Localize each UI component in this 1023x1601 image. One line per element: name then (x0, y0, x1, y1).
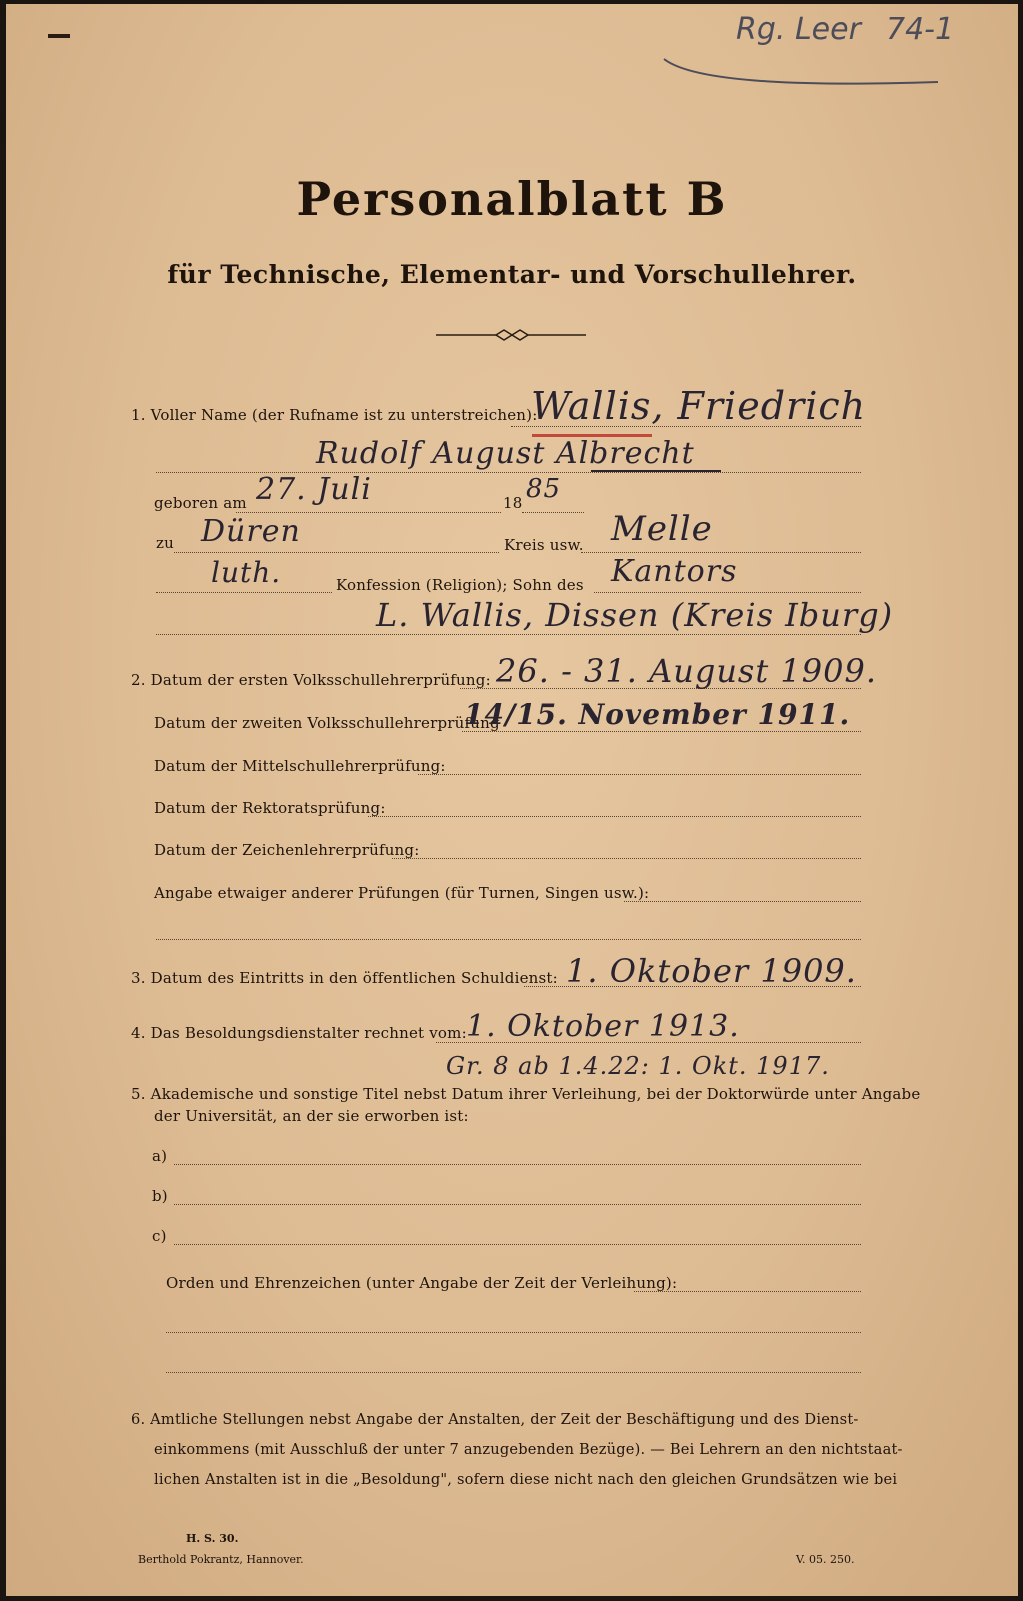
born-date-value: 27. Juli (256, 472, 372, 507)
other-exams-line (624, 901, 861, 902)
year-prefix: 18 (503, 494, 523, 512)
archive-number: 74-1 (886, 12, 955, 47)
middle-school-exam-label: Datum der Mittelschullehrerprüfung: (154, 757, 446, 775)
other-exams-label: Angabe etwaiger anderer Prüfungen (für Turnen, Singen usw.): (154, 884, 650, 902)
kreis-label: Kreis usw. (504, 536, 584, 554)
year-line (522, 512, 584, 513)
positions-line3: lichen Anstalten ist in die „Besoldung", sofern diese nicht nach den gleichen Grundsätzen wie bei (154, 1471, 898, 1488)
name-label: 1. Voller Name (der Rufname ist zu unterstreichen): (131, 406, 538, 424)
confession-line (156, 592, 332, 593)
positions-line2: einkommens (mit Ausschluß der unter 7 anzugebenden Bezüge). — Bei Lehrern an den nichtstaat- (154, 1441, 903, 1458)
born-year-value: 85 (526, 474, 562, 504)
binding-mark (48, 34, 70, 38)
place-label: zu (156, 534, 174, 552)
orders-label: Orden und Ehrenzeichen (unter Angabe der Zeit der Verleihung): (166, 1274, 678, 1292)
title-item-a-label: a) (152, 1147, 168, 1165)
father-occupation-line (594, 592, 861, 593)
second-exam-label: Datum der zweiten Volksschullehrerprüfung (154, 714, 500, 732)
other-exams-line-2 (156, 939, 861, 940)
archive-reference: Rg. Leer (736, 12, 861, 47)
drawing-exam-line (392, 858, 861, 859)
second-exam-line (462, 731, 861, 732)
rector-exam-line (368, 816, 861, 817)
salary-group-note: Gr. 8 ab 1.4.22: 1. Okt. 1917. (446, 1052, 830, 1080)
archive-underline-stroke (656, 44, 946, 94)
born-date-line (236, 512, 501, 513)
kreis-line (581, 552, 861, 553)
father-line (156, 634, 861, 635)
title-item-b-line (174, 1204, 861, 1205)
form-number: H. S. 30. (186, 1532, 239, 1545)
place-line (174, 552, 499, 553)
confession-value: luth. (211, 556, 282, 589)
born-label: geboren am (154, 494, 247, 512)
titles-label-line2: der Universität, an der sie erworben ist: (154, 1107, 469, 1125)
father-value: L. Wallis, Dissen (Kreis Iburg) (376, 596, 894, 634)
title-item-b-label: b) (152, 1187, 168, 1205)
first-exam-label: 2. Datum der ersten Volksschullehrerprüfung: (131, 671, 491, 689)
positions-line1: 6. Amtliche Stellungen nebst Angabe der Anstalten, der Zeit der Beschäftigung und des Dienst- (131, 1411, 859, 1428)
printer-imprint: Berthold Pokrantz, Hannover. (138, 1553, 304, 1566)
ornament-divider (436, 327, 586, 343)
form-sheet (6, 4, 1018, 1596)
title-item-c-line (174, 1244, 861, 1245)
father-occupation-value: Kantors (611, 554, 738, 589)
name-value-line1: Wallis, Friedrich (531, 384, 867, 428)
drawing-exam-label: Datum der Zeichenlehrerprüfung: (154, 841, 420, 859)
salary-seniority-value: 1. Oktober 1913. (466, 1009, 740, 1044)
rector-exam-label: Datum der Rektoratsprüfung: (154, 799, 386, 817)
title-item-c-label: c) (152, 1227, 167, 1245)
page-title: Personalblatt B (296, 172, 728, 226)
name-value-line2: Rudolf August Albrecht (316, 436, 695, 471)
orders-line-2 (166, 1332, 861, 1333)
orders-line-1 (634, 1291, 861, 1292)
second-exam-value: 14/15. November 1911. (464, 698, 851, 731)
confession-label: Konfession (Religion); Sohn des (336, 576, 584, 594)
middle-school-exam-line (418, 774, 861, 775)
service-entry-value: 1. Oktober 1909. (566, 952, 857, 990)
place-value: Düren (201, 514, 301, 549)
titles-label-line1: 5. Akademische und sonstige Titel nebst Datum ihrer Verleihung, bei der Doktorwürde unter Angabe (131, 1085, 921, 1103)
salary-seniority-label: 4. Das Besoldungsdienstalter rechnet vom: (131, 1024, 467, 1042)
page-subtitle: für Technische, Elementar- und Vorschullehrer. (167, 260, 857, 289)
form-version: V. 05. 250. (796, 1553, 855, 1566)
callname-underline-mark (591, 470, 721, 472)
orders-line-3 (166, 1372, 861, 1373)
title-item-a-line (174, 1164, 861, 1165)
kreis-value: Melle (611, 509, 713, 549)
first-exam-value: 26. - 31. August 1909. (496, 652, 877, 690)
service-entry-label: 3. Datum des Eintritts in den öffentlichen Schuldienst: (131, 969, 558, 987)
